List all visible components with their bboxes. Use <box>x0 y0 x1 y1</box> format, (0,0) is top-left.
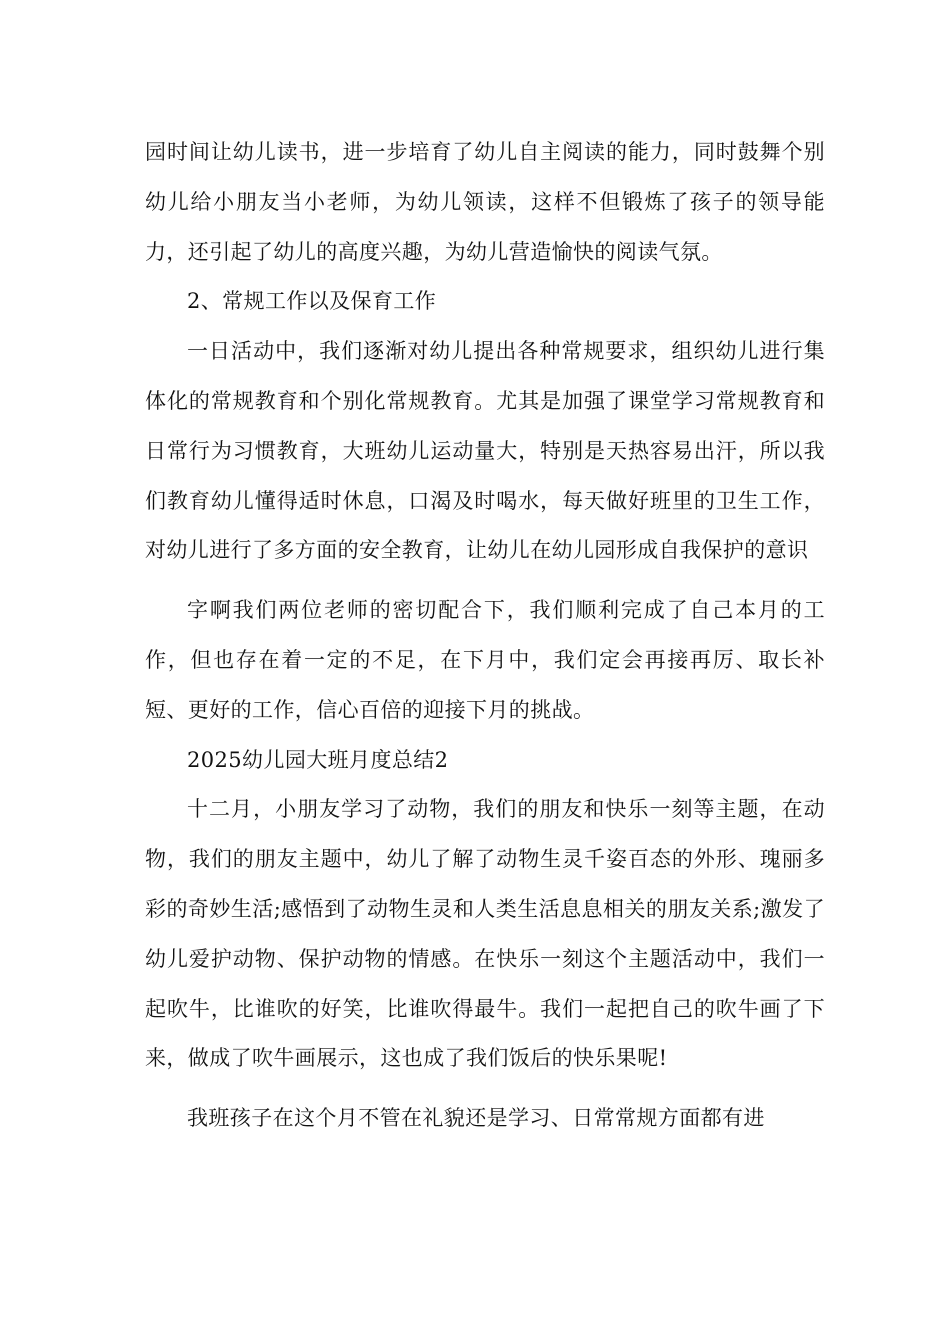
paragraph-teacher-cooperation: 字啊我们两位老师的密切配合下，我们顺利完成了自己本月的工作，但也存在着一定的不足，在下月中，我们定会再接再厉、取长补短、更好的工作，信心百倍的迎接下月的挑战。 <box>145 598 825 722</box>
paragraph-class-progress: 我班孩子在这个月不管在礼貌还是学习、日常常规方面都有进 <box>187 1106 765 1131</box>
document-body <box>145 128 825 1144</box>
paragraph-december-themes: 十二月，小朋友学习了动物，我们的朋友和快乐一刻等主题，在动物，我们的朋友主题中，幼儿了解了动物生灵千姿百态的外形、瑰丽多彩的奇妙生活;感悟到了动物生灵和人类生活息息相关的朋友关系;激发了幼儿爱护动物、保护动物的情感。在快乐一刻这个主题活动中，我们一起吹牛，比谁吹的好笑，比谁吹得最牛。我们一起把自己的吹牛画了下来，做成了吹牛画展示，这也成了我们饭后的快乐果呢! <box>145 797 825 1071</box>
section-heading-routine-work: 2、常规工作以及保育工作 <box>187 289 437 314</box>
paragraph-routine-education: 一日活动中，我们逐渐对幼儿提出各种常规要求，组织幼儿进行集体化的常规教育和个别化常规教育。尤其是加强了课堂学习常规教育和日常行为习惯教育，大班幼儿运动量大，特别是天热容易出汗，所以我们教育幼儿懂得适时休息，口渴及时喝水，每天做好班里的卫生工作，对幼儿进行了多方面的安全教育，让幼儿在幼儿园形成自我保护的意识 <box>145 339 825 563</box>
paragraph-reading-continued: 园时间让幼儿读书，进一步培育了幼儿自主阅读的能力，同时鼓舞个别幼儿给小朋友当小老师，为幼儿领读，这样不但锻炼了孩子的领导能力，还引起了幼儿的高度兴趣，为幼儿营造愉快的阅读气氛。 <box>145 140 825 264</box>
section-heading-summary-2: 2025幼儿园大班月度总结2 <box>187 747 449 772</box>
